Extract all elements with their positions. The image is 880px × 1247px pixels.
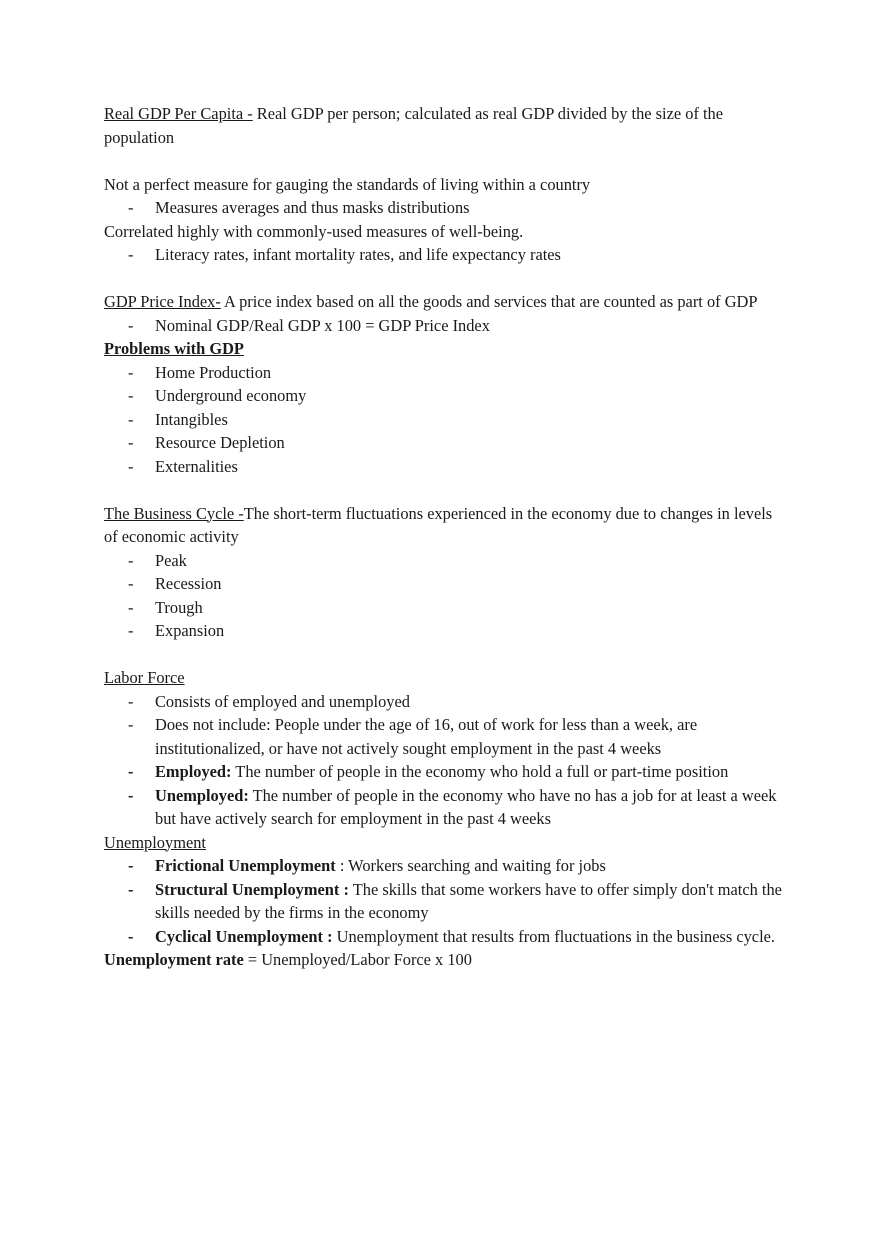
dash-bullet: - <box>128 433 134 452</box>
list-item <box>104 408 784 432</box>
list-item-text: Underground economy <box>155 386 307 405</box>
term-structural-unemployment: Structural Unemployment : <box>155 879 349 899</box>
list-item <box>104 455 784 479</box>
structural-definition: The skills that some workers have to offer simply don't match the skills needed by the firms in the economy <box>155 879 782 922</box>
dash-bullet: - <box>128 362 134 382</box>
gdp-price-index-definition <box>104 290 784 314</box>
list-item <box>104 690 784 714</box>
list-item-text: Measures averages and thus masks distributions <box>155 198 470 217</box>
dash-bullet: - <box>128 550 134 570</box>
term-gdp-price-index: GDP Price Index- <box>104 292 221 311</box>
dash-bullet: - <box>128 879 134 899</box>
dash-bullet: - <box>128 315 134 335</box>
list-item-employed <box>104 760 784 784</box>
business-cycle-definition <box>104 502 784 549</box>
dash-bullet: - <box>128 456 134 476</box>
term-unemployed: Unemployed: <box>155 785 249 805</box>
dash-bullet: - <box>128 409 134 429</box>
term-cyclical-unemployment: Cyclical Unemployment : <box>155 926 333 946</box>
frictional-definition: : Workers searching and waiting for jobs <box>335 856 606 875</box>
dash-bullet: - <box>128 762 134 781</box>
problems-with-gdp-heading: Problems with GDP <box>104 339 244 358</box>
unemployment-types-list <box>104 854 784 948</box>
notes-body <box>104 102 784 972</box>
list-item <box>104 549 784 573</box>
labor-force-heading: Labor Force <box>104 668 185 687</box>
gdp-price-index-text: A price index based on all the goods and services that are counted as part of GDP <box>220 292 758 311</box>
list-item <box>104 431 784 455</box>
unemployment-heading: Unemployment <box>104 832 206 852</box>
term-unemployment-rate: Unemployment rate <box>104 950 244 969</box>
list-item-text: Does not include: People under the age of 16, out of work for less than a week, are institutionalized, or have not actively sought employment in the past 4 weeks <box>155 715 698 758</box>
dash-bullet: - <box>128 691 134 711</box>
term-real-gdp-per-capita: Real GDP Per Capita - <box>104 104 253 123</box>
list-item-text: Externalities <box>155 456 238 476</box>
dash-bullet: - <box>128 926 134 946</box>
list-item-text: Peak <box>155 550 187 570</box>
dash-bullet: - <box>128 245 134 264</box>
unemployed-definition: The number of people in the economy who have no has a job for at least a week but have actively search for employment in the past 4 weeks <box>155 785 777 828</box>
list-item-text: Consists of employed and unemployed <box>155 691 410 711</box>
list-item <box>104 196 784 220</box>
term-frictional-unemployment: Frictional Unemployment <box>155 856 336 875</box>
list-item <box>104 572 784 596</box>
list-item-text: Resource Depletion <box>155 433 285 452</box>
dash-bullet: - <box>128 386 134 405</box>
dash-bullet: - <box>128 856 134 875</box>
list-item-cyclical <box>104 925 784 949</box>
list-item <box>104 243 784 267</box>
list-item-unemployed <box>104 784 784 831</box>
list-item-text: Home Production <box>155 362 272 382</box>
dash-bullet: - <box>128 715 134 734</box>
unemployment-rate-formula <box>104 948 784 972</box>
business-cycle-text: The short-term fluctuations experienced in the economy due to changes in levels of economic activity <box>104 503 773 546</box>
list-item-text: Literacy rates, infant mortality rates, and life expectancy rates <box>155 245 561 264</box>
gdp-correlation-sublist <box>104 243 784 267</box>
term-business-cycle: The Business Cycle - <box>104 503 244 523</box>
dash-bullet: - <box>128 785 134 805</box>
list-item-text: Nominal GDP/Real GDP x 100 = GDP Price Index <box>155 315 490 335</box>
list-item-text: Expansion <box>155 621 225 640</box>
dash-bullet: - <box>128 597 134 617</box>
dash-bullet: - <box>128 621 134 640</box>
gdp-measure-note: Not a perfect measure for gauging the standards of living within a country <box>104 174 591 194</box>
cyclical-definition: Unemployment that results from fluctuations in the business cycle. <box>332 926 776 946</box>
term-employed: Employed: <box>155 762 232 781</box>
list-item-structural <box>104 878 784 925</box>
real-gdp-per-capita-definition <box>104 102 784 149</box>
gdp-price-index-sublist <box>104 314 784 338</box>
gdp-measure-sublist <box>104 196 784 220</box>
list-item-frictional <box>104 854 784 878</box>
list-item <box>104 619 784 643</box>
dash-bullet: - <box>128 198 134 217</box>
list-item <box>104 384 784 408</box>
unemployment-rate-text: = Unemployed/Labor Force x 100 <box>243 950 472 969</box>
list-item <box>104 713 784 760</box>
list-item <box>104 596 784 620</box>
list-item-text: Trough <box>155 597 203 617</box>
real-gdp-per-capita-text: Real GDP per person; calculated as real GDP divided by the size of the population <box>104 104 724 147</box>
employed-definition: The number of people in the economy who hold a full or part-time position <box>231 762 729 781</box>
list-item-text: Recession <box>155 574 222 593</box>
list-item <box>104 361 784 385</box>
dash-bullet: - <box>128 574 134 593</box>
problems-with-gdp-list <box>104 361 784 479</box>
labor-force-list <box>104 690 784 831</box>
gdp-correlation-note: Correlated highly with commonly-used measures of well-being. <box>104 221 524 241</box>
list-item <box>104 314 784 338</box>
list-item-text: Intangibles <box>155 409 228 429</box>
business-cycle-phases <box>104 549 784 643</box>
